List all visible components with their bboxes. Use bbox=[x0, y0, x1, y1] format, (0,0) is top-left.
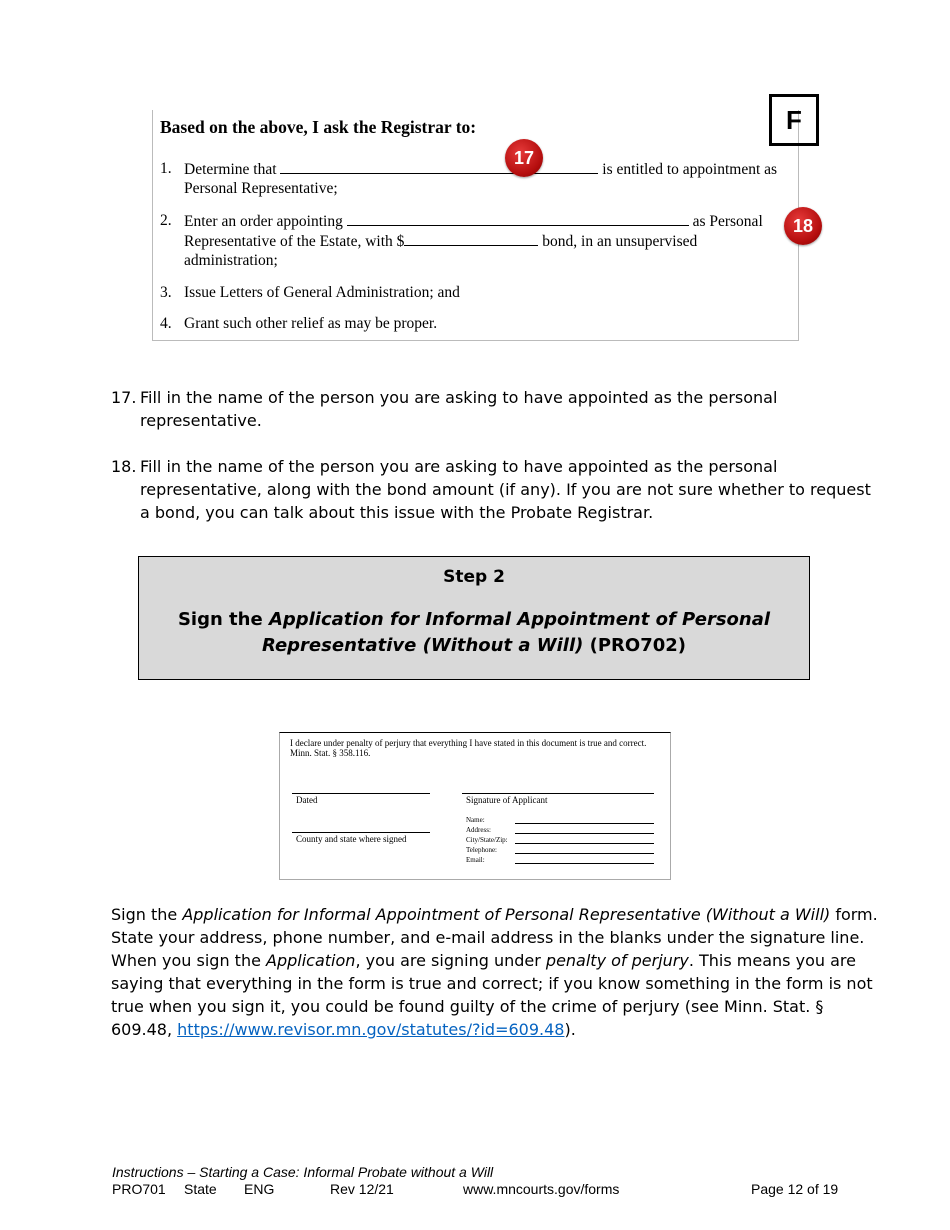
signature-line bbox=[462, 793, 654, 794]
step-title: Step 2 bbox=[443, 567, 505, 587]
note-18-number: 18. bbox=[111, 457, 137, 476]
address-line bbox=[515, 833, 654, 834]
item4-text: Grant such other relief as may be proper. bbox=[184, 315, 438, 332]
note-18: Fill in the name of the person you are asking to have appointed as the personal representative, along with the bond amount (if any). If you are not sure whether to request a bond, you can talk about this issue with the Probate Registrar. bbox=[140, 457, 871, 522]
city-line bbox=[515, 843, 654, 844]
item2-line2: Representative of the Estate, with $ bond, in an unsupervised bbox=[184, 233, 698, 250]
signature-excerpt-image bbox=[279, 732, 671, 880]
item3-text: Issue Letters of General Administration; and bbox=[184, 284, 460, 301]
callout-18-badge: 18 bbox=[784, 207, 822, 245]
item2-name-blank bbox=[347, 211, 689, 226]
county-line bbox=[292, 832, 430, 833]
item1-line2: Personal Representative; bbox=[184, 180, 338, 197]
footer-revision: Rev 12/21 bbox=[330, 1181, 394, 1197]
item3-number: 3. bbox=[160, 284, 172, 301]
footer-language: ENG bbox=[244, 1181, 275, 1197]
callout-17-badge: 17 bbox=[505, 139, 543, 177]
telephone-line bbox=[515, 853, 654, 854]
note-17-number: 17. bbox=[111, 388, 137, 407]
contact-labels: Name: Address: City/State/Zip: Telephone: Email: bbox=[466, 816, 508, 864]
signing-instructions: Sign the Application for Informal Appointment of Personal Representative (Without a Will) form. State your address, phone number, and e-mail address in the blanks under the signature line. When you sign the Application, you are signing under penalty of perjury. This means you are saying that everything in the form is true and correct; if you know something in the form is not true when you sign it, you could be found guilty of the crime of perjury (see Minn. Stat. § 609.48, https://www.revisor.mn.gov/statutes/?id=609.48). bbox=[111, 905, 878, 1039]
statute-link[interactable]: https://www.revisor.mn.gov/statutes/?id=609.48 bbox=[177, 1020, 565, 1039]
step-description: Sign the Application for Informal Appointment of Personal Representative (Without a Will) (PRO702) bbox=[177, 609, 771, 656]
item1-name-blank bbox=[280, 159, 598, 174]
dated-label: Dated bbox=[296, 795, 318, 805]
item2-line3: administration; bbox=[184, 252, 278, 269]
note-17: Fill in the name of the person you are asking to have appointed as the personal representative. bbox=[140, 388, 778, 430]
dated-line bbox=[292, 793, 430, 794]
signature-label: Signature of Applicant bbox=[466, 795, 548, 805]
item1-number: 1. bbox=[160, 160, 172, 177]
footer-state: State bbox=[184, 1181, 217, 1197]
step-2-box bbox=[138, 556, 810, 680]
item2-number: 2. bbox=[160, 212, 172, 229]
item4-number: 4. bbox=[160, 315, 172, 332]
item2-line1: Enter an order appointing as Personal bbox=[184, 213, 763, 230]
footer-form-code: PRO701 bbox=[112, 1181, 166, 1197]
footer-website: www.mncourts.gov/forms bbox=[463, 1181, 620, 1197]
section-letter-badge: F bbox=[769, 94, 819, 146]
name-line bbox=[515, 823, 654, 824]
footer-title: Instructions – Starting a Case: Informal Probate without a Will bbox=[112, 1164, 494, 1180]
bond-amount-blank bbox=[404, 231, 538, 246]
county-label: County and state where signed bbox=[296, 834, 407, 844]
perjury-declaration: I declare under penalty of perjury that everything I have stated in this document is true and correct. Minn. Stat. § 358.116. bbox=[290, 738, 647, 758]
form-heading: Based on the above, I ask the Registrar to: bbox=[160, 117, 477, 137]
item1-line1: Determine that is entitled to appointment as bbox=[184, 161, 778, 178]
footer-page-number: Page 12 of 19 bbox=[751, 1181, 839, 1197]
email-line bbox=[515, 863, 654, 864]
